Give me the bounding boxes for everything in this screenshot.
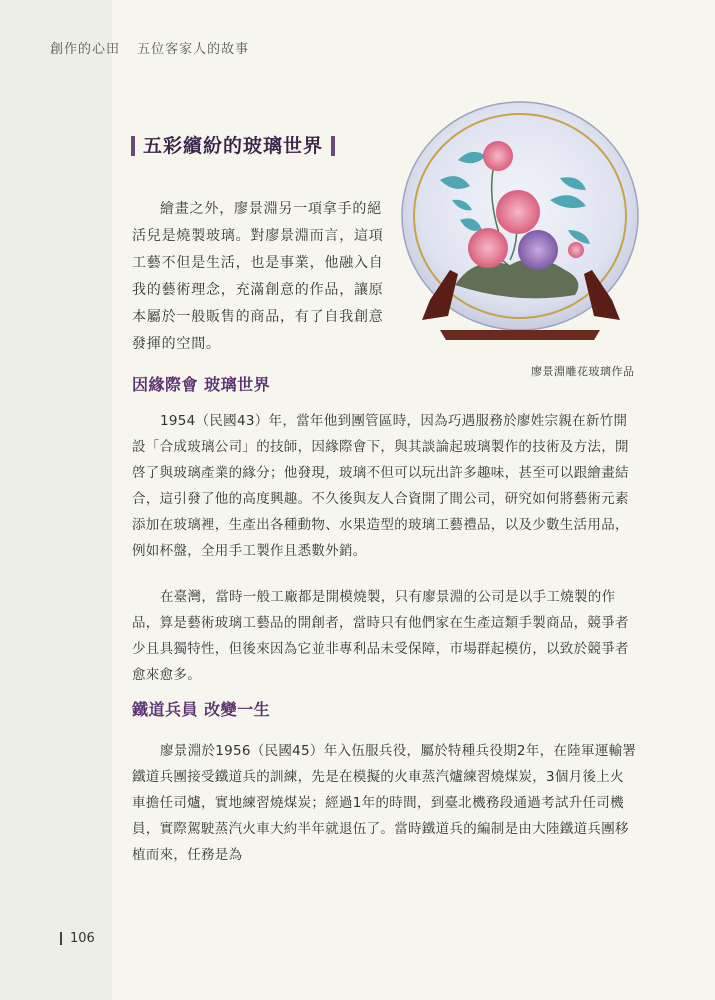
left-margin-band — [0, 0, 112, 1000]
book-subtitle: 五位客家人的故事 — [137, 42, 250, 57]
section-heading-railway: 鐵道兵員 改變一生 — [132, 700, 271, 719]
figure-caption: 廖景淵雕花玻璃作品 — [531, 365, 635, 378]
plate-illustration — [400, 100, 645, 358]
section-heading-glass: 因緣際會 玻璃世界 — [132, 375, 271, 394]
running-header — [50, 38, 249, 57]
page-number-text: 106 — [70, 931, 95, 946]
section-title — [131, 133, 335, 159]
paragraph: 1954（民國43）年，當年他到團管區時，因為巧遇服務於廖姓宗親在新竹開設「合成玻璃公司」的技師，因緣際會下，與其談論起玻璃製作的技術及方法，開啓了與玻璃產業的緣分；他發現，玻璃不但可以玩出許多趣味，甚至可以跟繪畫結合，這引發了他的高度興趣。不久後與友人合資開了間公司，研究如何將藝術元素添加在玻璃裡，生產出各種動物、水果造型的玻璃工藝禮品，以及少數生活用品，例如杯盤，全用手工製作且悉數外銷。 — [132, 413, 629, 559]
paragraph: 廖景淵於1956（民國45）年入伍服兵役，屬於特種兵役期2年，在陸軍運輸署鐵道兵團接受鐵道兵的訓練，先是在模擬的火車蒸汽爐練習燒煤炭，3個月後上火車擔任司爐，實地練習燒煤炭；經過1年的時間，到臺北機務段通過考試升任司機員，實際駕駛蒸汽火車大約半年就退伍了。當時鐵道兵的編制是由大陸鐵道兵團移植而來，任務是為 — [132, 743, 637, 863]
intro-paragraph: 繪畫之外，廖景淵另一項拿手的絕活兒是燒製玻璃。對廖景淵而言，這項工藝不但是生活，也是事業，他融入自我的藝術理念，充滿創意的作品，讓原本屬於一般販售的商品，有了自我創意發揮的空間。 — [132, 201, 384, 352]
flower-plate-image — [400, 100, 645, 358]
section-title-text: 五彩繽紛的玻璃世界 — [143, 135, 324, 157]
title-bar-left — [131, 136, 135, 156]
paragraph: 在臺灣，當時一般工廠都是開模燒製，只有廖景淵的公司是以手工燒製的作品，算是藝術玻璃工藝品的開創者，當時只有他們家在生產這類手製商品，競爭者少且具獨特性，但後來因為它並非專利品未受保障，市場群起模仿，以致於競爭者愈來愈多。 — [132, 589, 629, 683]
page-number — [60, 931, 95, 946]
page-number-bar — [60, 932, 62, 945]
book-title: 創作的心田 — [50, 42, 121, 57]
title-bar-right — [331, 136, 335, 156]
